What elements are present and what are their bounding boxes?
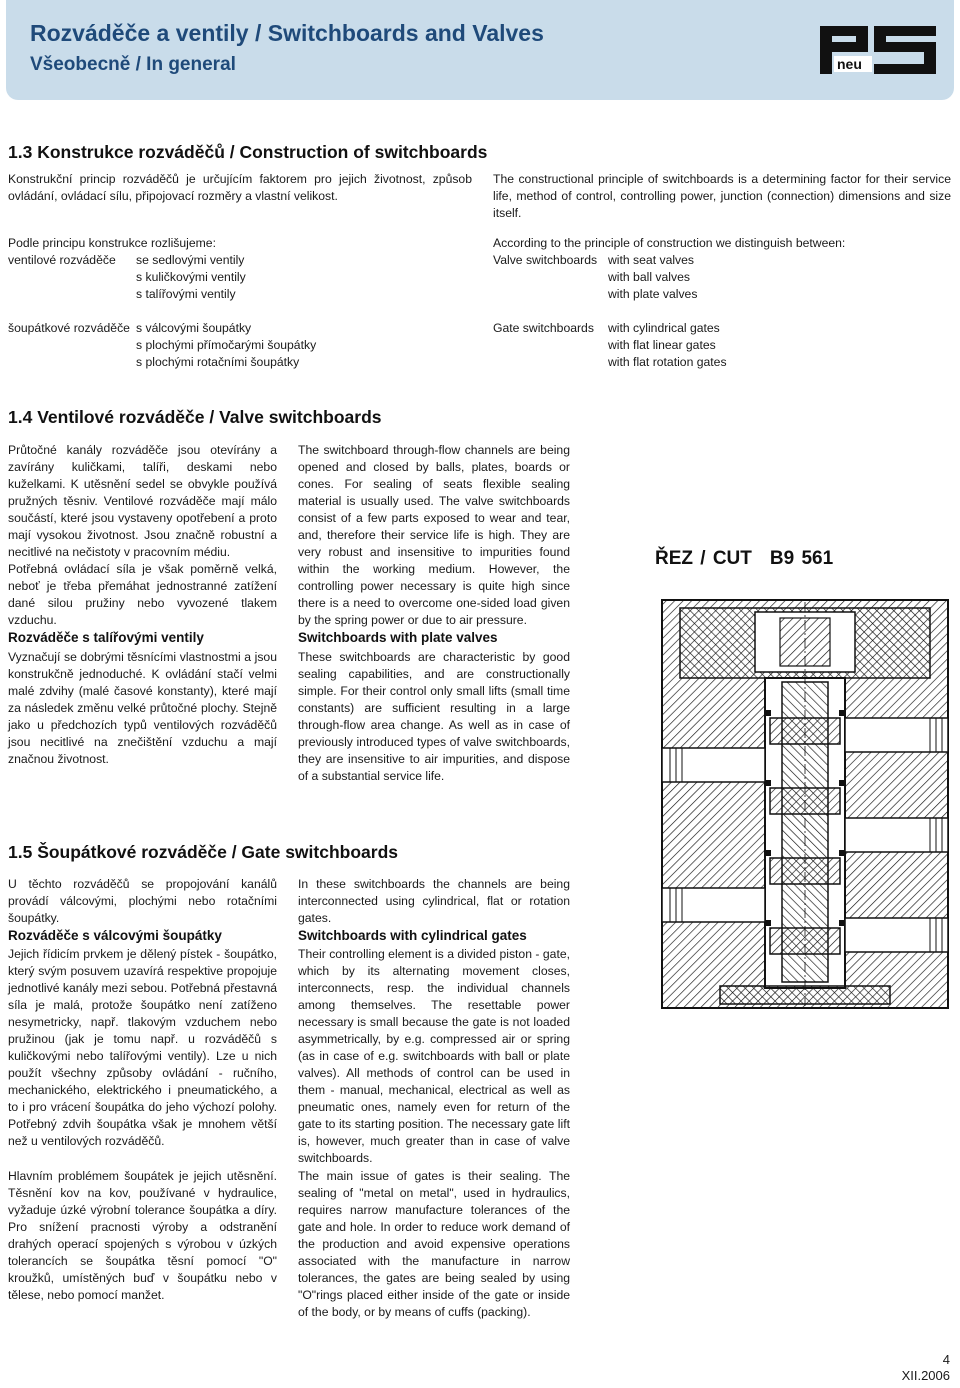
sec13-cz-text: Konstrukční princip rozváděčů je určujícím faktorem pro jejich životnost, způsob ovládání, ovládací sílu, připojovací rozměry a vlastní velikost.	[8, 172, 472, 203]
sec14-cz-subheading: Rozváděče s talířovými ventily	[8, 630, 204, 645]
ps-neu-logo	[816, 22, 940, 78]
sec15-en-p1: In these switchboards the channels are being interconnected using cylindrical, flat or rotation gates.	[298, 877, 570, 925]
cut-label: ŘEZ / CUT	[655, 548, 752, 569]
sec15-cz-p3: Hlavním problémem šoupátek je jejich utěsnění. Těsnění kov na kov, používané v hydraulice, vyžaduje úzké výrobní tolerance šoupátka a díry. Pro snížení pracnosti výroby a odstranění drahých operací spojených s výrobou v úzkých tolerancích se šoupátka těsní pomocí "O" kroužků, umístěných buď v šoupátku nebo v tělese, nebo pomocí manžet.	[8, 1169, 277, 1302]
sec14-cz-p2: Potřebná ovládací síla je však poměrně velká, neboť je třeba přemáhat jednostranné zatížení dané silou pružiny nebo vyvozené tlakem vzduchu.	[8, 562, 277, 627]
valve-cross-section-drawing	[660, 598, 950, 1010]
sec15-cz-sub-text: Jejich řídicím prvkem je dělený pístek - šoupátko, který svým posuvem uzavírá respektive propojuje jednotlivé kanály mezi sebou. Potřebná přestavná síla je malá, protože šoupátko není zatíženo nesymetricky, např. tlakovým vzduchem nebo pružinou (jak je tomu např. u rozváděčů s kuličkovými nebo talířovými ventily). Lze u nich použít všechny způsoby ovládání - ručního, mechanického, elektrického i pneumatického, a to i pro vrácení šoupátka do jeho výchozí polohy. Potřebný zdvih šoupátka však je mnohem větší než u ventilových rozváděčů.	[8, 947, 277, 1148]
section-1-5-title: 1.5 Šoupátkové rozváděče / Gate switchboards	[8, 842, 398, 862]
sec14-en-subheading: Switchboards with plate valves	[298, 630, 498, 645]
page-subtitle: Všeobecně / In general	[30, 54, 236, 75]
sec14-cz-sub-text: Vyznačují se dobrými těsnícími vlastnostmi a jsou konstrukčně jednoduché. K ovládání stačí velmi malé zdvihy (malé časové konstanty), které mají za následek změnu velké průtočné plochy. Stejně jako u předchozích typů ventilových rozváděčů jsou necitlivé na znečištění vzduchu a mají značnou životnost.	[8, 650, 277, 766]
sec14-en-sub-text: These switchboards are characteristic by good sealing capabilities, and are constructionally simple. For their control only small lifts (small time constants) are sufficient resulting in a large through-flow area change. As well as in case of previously introduced types of valve switchboards, they are insensitive to air impurities, and dispose of a substantial service life.	[298, 650, 570, 783]
sec13-en-text: The constructional principle of switchboards is a determining factor for their service life, method of control, controlling power, junction (connection) dimensions and size itself.	[493, 172, 951, 220]
page-number: 4	[942, 1352, 950, 1367]
class-cz-intro: Podle principu konstrukce rozlišujeme:	[8, 236, 216, 250]
class-cz-gate-item: s plochými rotačními šoupátky	[136, 355, 300, 369]
sec15-en-sub-text: Their controlling element is a divided piston - gate, which by its alternating movement closes, interconnects, resp. the individual channels among themselves. The resettable power necessary is small because the gate is not loaded asymmetrically, by e.g. compressed air or spring (as in case of e.g. switchboards with ball or plate valves). All methods of control can be used in them - manual, mechanical, electrical as well as pneumatic ones, namely even for return of the gate to its starting position. The necessary gate lift is, however, much greater than in case of valve switchboards.	[298, 947, 570, 1165]
class-en-gate-label: Gate switchboards	[493, 321, 594, 335]
class-en-intro: According to the principle of construction we distinguish between:	[493, 236, 846, 250]
class-en-valve-item: with ball valves	[608, 270, 690, 284]
class-cz-valve-item: s kuličkovými ventily	[136, 270, 246, 284]
sec15-en-p3: The main issue of gates is their sealing. The sealing of "metal on metal", used in hydraulics, requires narrow manufacture tolerances of the gate and hole. In order to reduce work demand of the production and avoid expensive operations associated with the manufacture in narrow tolerances, the gates are being sealed by using "O"rings placed either inside of the gate or inside of the body, or by means of cuffs (packing).	[298, 1169, 570, 1319]
page-title: Rozváděče a ventily / Switchboards and Valves	[30, 20, 544, 46]
class-en-valve-item: with seat valves	[608, 253, 695, 267]
figure-caption	[655, 548, 833, 570]
sec14-cz-p1: Průtočné kanály rozváděče jsou otevírány a zavírány kuličkami, talíři, deskami nebo kuželkami. K utěsnění sedel se obvykle používá pružných těsniv. Ventilové rozváděče mají málo součástí, které jsou vystaveny opotřebení a proto mají vysokou životnost. Jsou značně robustní a necitlivé na nečistoty v pracovním médiu.	[8, 443, 277, 559]
issue-date: XII.2006	[901, 1368, 950, 1383]
header-band	[6, 0, 954, 100]
class-cz-valve-label: ventilové rozváděče	[8, 253, 116, 267]
class-cz-gate-item: s válcovými šoupátky	[136, 321, 252, 335]
section-1-3-title: 1.3 Konstrukce rozváděčů / Construction of switchboards	[8, 142, 488, 162]
sec15-cz-subheading: Rozváděče s válcovými šoupátky	[8, 928, 222, 943]
class-cz-valve-item: se sedlovými ventily	[136, 253, 245, 267]
class-en-gate-item: with flat linear gates	[608, 338, 716, 352]
class-en-gate-item: with cylindrical gates	[608, 321, 720, 335]
page-footer	[902, 1352, 950, 1384]
class-en-gate-item: with flat rotation gates	[608, 355, 727, 369]
class-cz-valve-item: s talířovými ventily	[136, 287, 236, 301]
class-cz-gate-item: s plochými přímočarými šoupátky	[136, 338, 317, 352]
sec14-en-p1: The switchboard through-flow channels are being opened and closed by balls, plates, boards or cones. For sealing of seats flexible sealing material is usually used. The valve switchboards consist of a few parts exposed to wear and tear, and, therefore their service life is high. They are very robust and insensitive to impurities found within the working medium. However, the controlling power necessary is quite high since there is a need to overcome one-sided load given by the spring power or due to air pressure.	[298, 443, 570, 627]
class-cz-gate-label: šoupátkové rozváděče	[8, 321, 130, 335]
section-1-4-title: 1.4 Ventilové rozváděče / Valve switchboards	[8, 407, 382, 427]
cut-code: B9 561	[769, 548, 834, 569]
svg-text:neu: neu	[837, 56, 862, 72]
sec15-cz-p1: U těchto rozváděčů se propojování kanálů provádí válcovými, plochými nebo rotačními šoupátky.	[8, 877, 277, 925]
class-en-valve-label: Valve switchboards	[493, 253, 598, 267]
sec15-en-subheading: Switchboards with cylindrical gates	[298, 928, 527, 943]
class-en-valve-item: with plate valves	[608, 287, 698, 301]
